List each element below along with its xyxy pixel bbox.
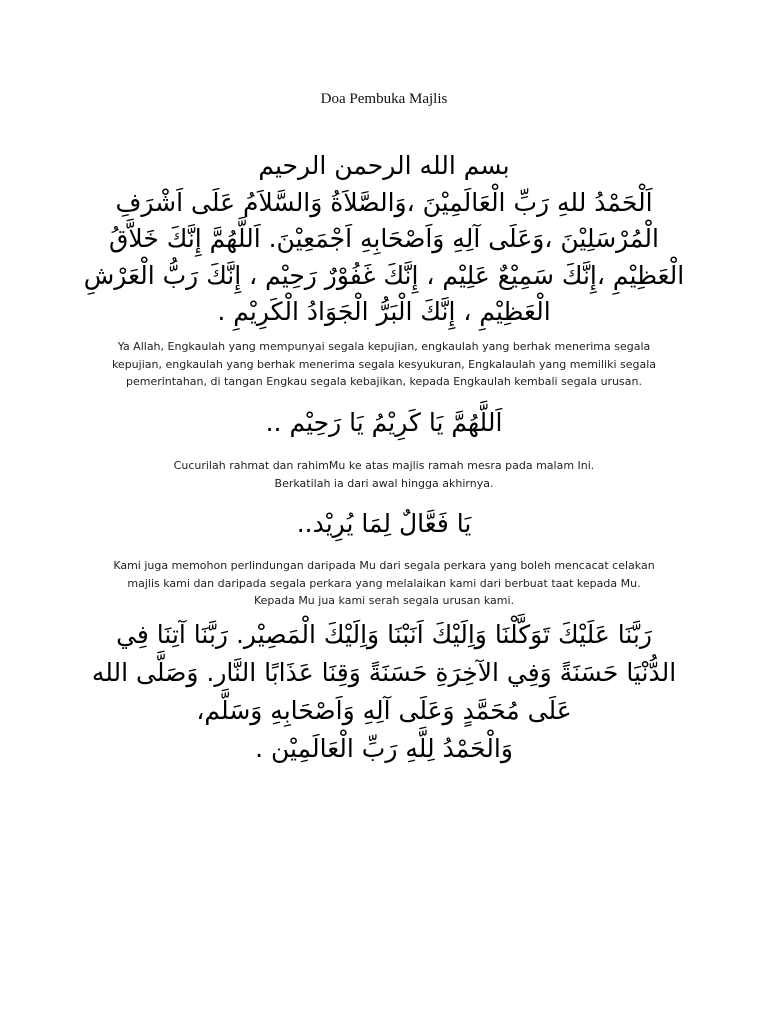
opening-prayer (70, 148, 698, 331)
invocation-line: يَا فَعَّالٌ لِمَا يُرِيْد.. (296, 509, 472, 538)
invocation-2-translation-line: majlis kami dan daripada segala perkara yang melalaikan kami dari berbuat taat kepada Mu. (127, 576, 641, 590)
invocation-2-translation-line: Kepada Mu jua kami serah segala urusan kami. (253, 594, 515, 607)
opening-prayer-line: اَلْحَمْدُ للهِ رَبِّ الْعَالَمِيْنَ ،وَالصَّلاَةُ وَالسَّلاَمُ عَلَى اَشْرَفِ (115, 187, 653, 217)
opening-translation-line: Ya Allah, Engkaulah yang mempunyai segala kepujian, engkaulah yang berhak menerima segala (117, 340, 651, 353)
opening-prayer-line: الْعَظِيْمِ ، إِنَّكَ الْبَرُّ الْجَوَادُ الْكَرِيْمِ . (217, 297, 551, 326)
page-title: Doa Pembuka Majlis (320, 91, 448, 107)
invocation-1-translation (60, 457, 708, 492)
closing-prayer-line: عَلَى مُحَمَّدٍ وَعَلَى آلِهِ وَاَصْحَابِهِ وَسَلَّم، (196, 696, 572, 725)
closing-prayer (70, 616, 698, 768)
invocation-1-translation-line: Berkatilah ia dari awal hingga akhirnya. (274, 476, 494, 490)
invocation-1-translation-line: Cucurilah rahmat dan rahimMu ke atas majlis ramah mesra pada malam Ini. (173, 459, 595, 472)
closing-prayer-line: رَبَّنَا عَلَيْكَ تَوَكَّلْنَا وَاِلَيْكَ اَنَبْنَا وَاِلَيْكَ الْمَصِيْر. رَبَّنَا آتِنَا فِي (116, 620, 652, 649)
invocation-line: اَللَّهُمَّ يَا كَرِيْمُ يَا رَحِيْم .. (265, 408, 503, 437)
invocation-2-translation-line: Kami juga memohon perlindungan daripada Mu dari segala perkara yang boleh mencacat celakan (113, 559, 655, 572)
opening-translation-line: pemerintahan, di tangan Engkau segala kebajikan, kepada Engkaulah kembali segala urusan. (126, 375, 642, 388)
invocation-faal (0, 506, 768, 542)
opening-prayer-line: بسم الله الرحمن الرحيم (258, 151, 510, 180)
opening-translation (60, 338, 708, 391)
invocation-2-translation (60, 557, 708, 610)
opening-translation-line: kepujian, engkaulah yang berhak menerima segala kesyukuran, Engkalaulah yang memiliki segala (111, 357, 657, 371)
opening-prayer-line: الْعَظِيْمِ ،إِنَّكَ سَمِيْعٌ عَلِيْم ، إِنَّكَ غَفُوْرٌ رَحِيْم ، إِنَّكَ رَبُّ الْعَرْشِ (83, 260, 685, 290)
closing-prayer-line: وَالْحَمْدُ لِلَّهِ رَبِّ الْعَالَمِيْن . (255, 734, 513, 763)
invocation-karim-rahim (0, 405, 768, 441)
closing-prayer-line: الدُّنْيَا حَسَنَةً وَفِي الآخِرَةِ حَسَنَةً وَقِنَا عَذَابًا النَّار. وَصَلَّى الله (91, 658, 677, 687)
opening-prayer-line: الْمُرْسَلِيْنَ ،وَعَلَى آلِهِ وَاَصْحَابِهِ اَجْمَعِيْنَ. اَللَّهُمَّ إِنَّكَ خَلاَّقُ (109, 224, 659, 253)
